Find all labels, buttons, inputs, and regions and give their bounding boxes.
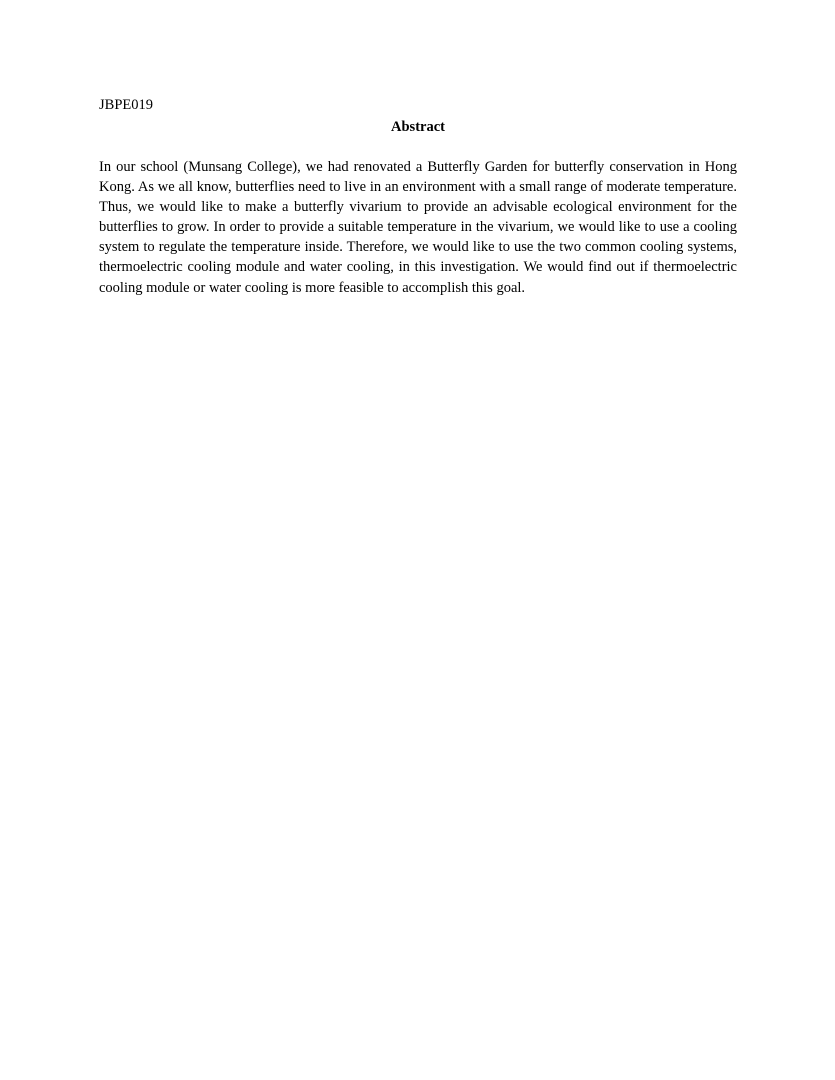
document-id: JBPE019	[99, 97, 153, 113]
abstract-body: In our school (Munsang College), we had renovated a Butterfly Garden for butterfly conservation in Hong Kong. As we all know, butterflies need to live in an environment with a small range of moderate temperature. Thus, we would like to make a butterfly vivarium to provide an advisable ecological environment for the butterflies to grow. In order to provide a suitable temperature in the vivarium, we would like to use a cooling system to regulate the temperature inside. Therefore, we would like to use the two common cooling systems, thermoelectric cooling module and water cooling, in this investigation. We would find out if thermoelectric cooling module or water cooling is more feasible to accomplish this goal.	[99, 159, 737, 296]
abstract-title: Abstract	[391, 119, 445, 135]
